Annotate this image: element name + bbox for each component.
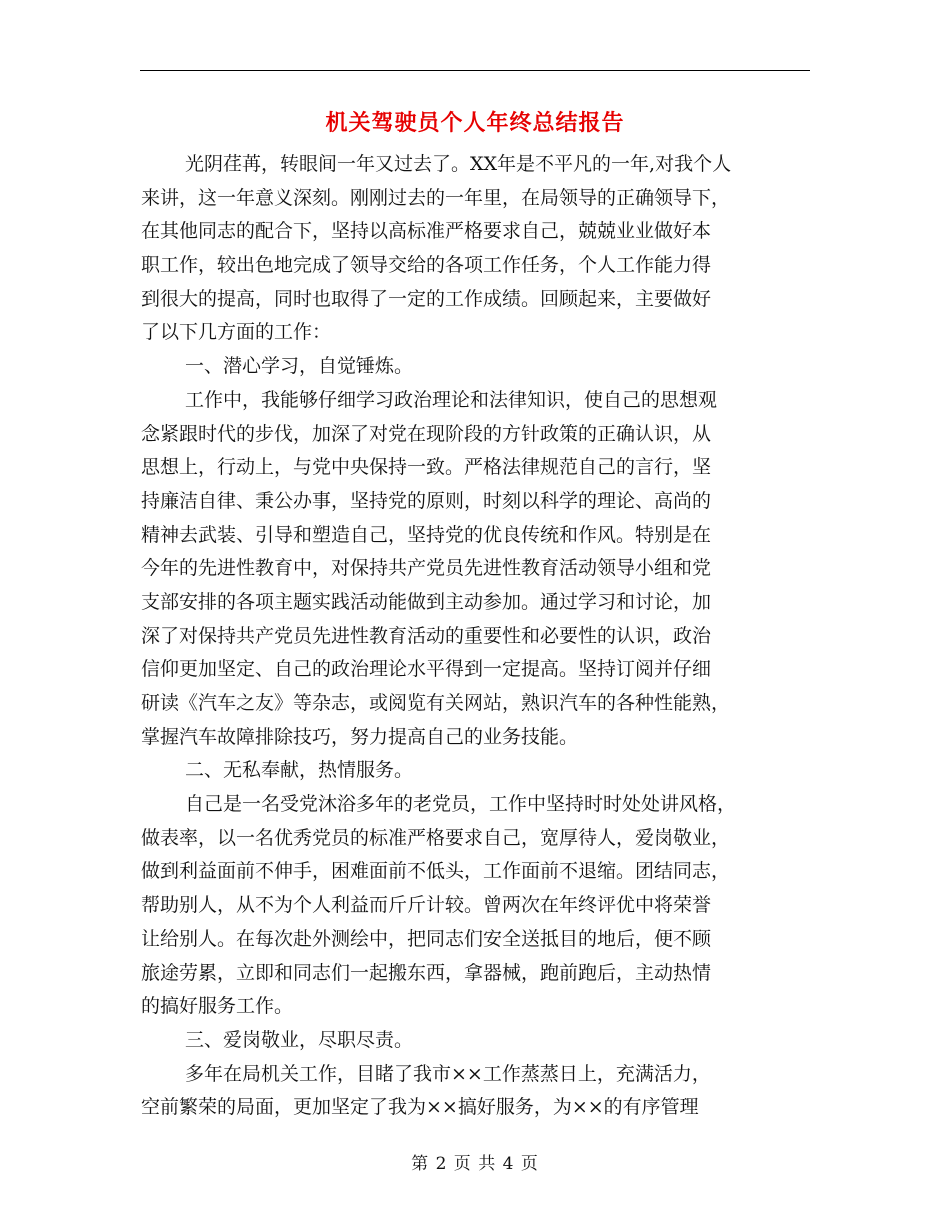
text-line: 职工作，较出色地完成了领导交给的各项工作任务，个人工作能力得	[141, 254, 712, 277]
text-line: 工作中，我能够仔细学习政治理论和法律知识，使自己的思想观	[185, 388, 718, 411]
page-number: 第 2 页 共 4 页	[411, 1154, 539, 1174]
document-title: 机关驾驶员个人年终总结报告	[325, 110, 625, 136]
text-line: 精神去武装、引导和塑造自己，坚持党的优良传统和作风。特别是在	[141, 523, 712, 546]
text-line: 的搞好服务工作。	[141, 995, 294, 1018]
text-line: 自己是一名受党沐浴多年的老党员，工作中坚持时时处处讲风格，	[185, 793, 737, 816]
text-line: 在其他同志的配合下，坚持以高标准严格要求自己，兢兢业业做好本	[141, 220, 712, 243]
text-line: 支部安排的各项主题实践活动能做到主动参加。通过学习和讨论，加	[141, 590, 712, 613]
text-line: 了以下几方面的工作：	[141, 321, 332, 344]
text-line: 到很大的提高，同时也取得了一定的工作成绩。回顾起来，主要做好	[141, 287, 712, 310]
text-line: 一、潜心学习，自觉锤炼。	[185, 355, 414, 378]
text-line: 多年在局机关工作，目睹了我市××工作蒸蒸日上，充满活力，	[185, 1062, 711, 1085]
text-line: 旅途劳累，立即和同志们一起搬东西，拿器械，跑前跑后，主动热情	[141, 961, 712, 984]
text-line: 信仰更加坚定、自己的政治理论水平得到一定提高。坚持订阅并仔细	[141, 658, 712, 681]
text-line: 光阴荏苒，转眼间一年又过去了。XX年是不平凡的一年,对我个人	[185, 153, 732, 175]
text-line: 持廉洁自律、秉公办事，坚持党的原则，时刻以科学的理论、高尚的	[141, 489, 712, 512]
text-line: 让给别人。在每次赴外测绘中，把同志们安全送抵目的地后，便不顾	[141, 927, 712, 950]
text-line: 研读《汽车之友》等杂志，或阅览有关网站，熟识汽车的各种性能熟，	[141, 692, 731, 714]
text-line: 空前繁荣的局面，更加坚定了我为××搞好服务，为××的有序管理	[141, 1096, 699, 1119]
text-line: 思想上，行动上，与党中央保持一致。严格法律规范自己的言行，坚	[141, 456, 712, 479]
text-line: 二、无私奉献，热情服务。	[185, 759, 414, 782]
text-line: 做到利益面前不伸手，困难面前不低头，工作面前不退缩。团结同志，	[141, 860, 731, 883]
text-line: 做表率，以一名优秀党员的标准严格要求自己，宽厚待人，爱岗敬业，	[141, 826, 731, 849]
header-rule	[140, 70, 810, 71]
document-body	[141, 148, 811, 1125]
text-line: 念紧跟时代的步伐，加深了对党在现阶段的方针政策的正确认识，从	[141, 422, 712, 445]
text-line: 今年的先进性教育中，对保持共产党员先进性教育活动领导小组和党	[141, 557, 712, 580]
text-line: 三、爱岗敬业，尽职尽责。	[185, 1028, 414, 1051]
text-line: 深了对保持共产党员先进性教育活动的重要性和必要性的认识，政治	[141, 624, 712, 647]
text-line: 来讲，这一年意义深刻。刚刚过去的一年里，在局领导的正确领导下，	[141, 186, 731, 209]
text-line: 帮助别人，从不为个人利益而斤斤计较。曾两次在年终评优中将荣誉	[141, 894, 712, 917]
text-line: 掌握汽车故障排除技巧，努力提高自己的业务技能。	[141, 725, 579, 748]
